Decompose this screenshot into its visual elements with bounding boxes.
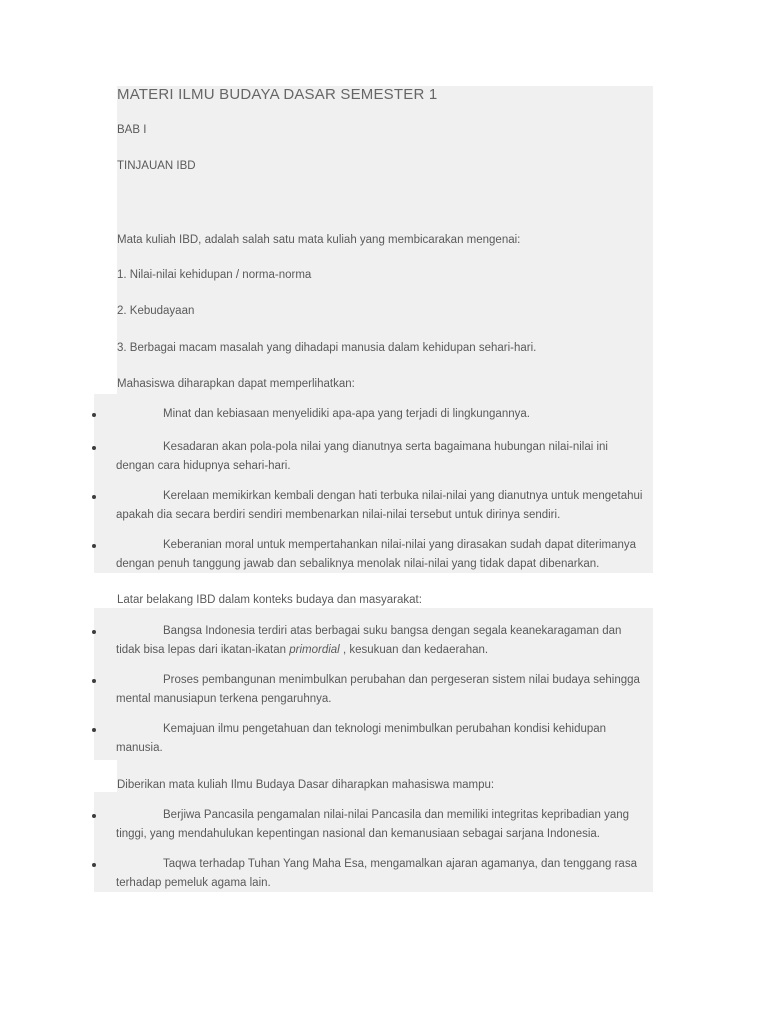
- list-item-text: [116, 641, 656, 660]
- list-item-text-part: , kesukuan dan kedaerahan.: [339, 644, 489, 656]
- bullet-icon: [92, 679, 96, 683]
- list-item-text: Keberanian moral untuk mempertahankan nilai-nilai yang dirasakan sudah dapat diterimanya: [163, 539, 637, 551]
- list-item-text: Kemajuan ilmu pengetahuan dan teknologi menimbulkan perubahan kondisi kehidupan: [163, 723, 607, 735]
- list-item-text: Kerelaan memikirkan kembali dengan hati terbuka nilai-nilai yang dianutnya untuk mengetahui: [163, 490, 643, 502]
- list-item: [116, 855, 656, 893]
- list-item-text: apakah dia secara berdiri sendiri membenarkan nilai-nilai tersebut untuk dirinya sendiri.: [116, 509, 561, 521]
- bullet-icon: [92, 495, 96, 499]
- list-item: [116, 720, 656, 758]
- section-heading-expectations: Mahasiswa diharapkan dapat memperlihatkan:: [117, 378, 355, 390]
- list-item: [116, 671, 656, 709]
- list-item-text: Kesadaran akan pola-pola nilai yang dianutnya serta bagaimana hubungan nilai-nilai ini: [163, 441, 608, 453]
- list-item: [116, 622, 656, 660]
- bullet-icon: [92, 413, 96, 417]
- bullet-icon: [92, 814, 96, 818]
- bullet-icon: [92, 446, 96, 450]
- list-item-text: Bangsa Indonesia terdiri atas berbagai suku bangsa dengan segala keanekaragaman dan: [163, 625, 622, 637]
- list-item-text: Taqwa terhadap Tuhan Yang Maha Esa, mengamalkan ajaran agamanya, dan tenggang rasa: [163, 858, 637, 870]
- list-item-text: mental manusiapun terkena pengaruhnya.: [116, 693, 332, 705]
- list-item: [116, 536, 656, 574]
- topic-item: 1. Nilai-nilai kehidupan / norma-norma: [117, 269, 312, 281]
- list-item-text: dengan cara hidupnya sehari-hari.: [116, 460, 291, 472]
- list-item-text: manusia.: [116, 742, 163, 754]
- list-item-text: dengan penuh tanggung jawab dan sebaliknya menolak nilai-nilai yang tidak dapat dibenarkan.: [116, 558, 600, 570]
- bullet-icon: [92, 544, 96, 548]
- chapter-title: TINJAUAN IBD: [117, 160, 196, 172]
- bullet-icon: [92, 630, 96, 634]
- list-item-text-part: tidak bisa lepas dari ikatan-ikatan: [116, 644, 290, 656]
- topic-item: 3. Berbagai macam masalah yang dihadapi manusia dalam kehidupan sehari-hari.: [117, 342, 537, 354]
- list-item-text: tinggi, yang mendahulukan kepentingan nasional dan kemanusiaan sebagai sarjana Indonesia.: [116, 828, 600, 840]
- list-item: [116, 438, 656, 476]
- bullet-icon: [92, 863, 96, 867]
- intro-paragraph: Mata kuliah IBD, adalah salah satu mata kuliah yang membicarakan mengenai:: [117, 234, 521, 246]
- emphasis-term: primordial: [289, 644, 340, 656]
- section-heading-background: Latar belakang IBD dalam konteks budaya dan masyarakat:: [117, 594, 422, 606]
- chapter-label: BAB I: [117, 124, 147, 136]
- list-item-text: Proses pembangunan menimbulkan perubahan dan pergeseran sistem nilai budaya sehingga: [163, 674, 640, 686]
- bullet-icon: [92, 728, 96, 732]
- list-item: [116, 487, 656, 525]
- page-title: MATERI ILMU BUDAYA DASAR SEMESTER 1: [117, 86, 438, 103]
- list-item: [116, 806, 656, 844]
- list-item-text: Berjiwa Pancasila pengamalan nilai-nilai Pancasila dan memiliki integritas kepribadian yang: [163, 809, 630, 821]
- section-heading-goals: Diberikan mata kuliah Ilmu Budaya Dasar diharapkan mahasiswa mampu:: [117, 779, 495, 791]
- list-item-text: terhadap pemeluk agama lain.: [116, 877, 271, 889]
- topic-item: 2. Kebudayaan: [117, 305, 195, 317]
- list-item: [116, 405, 656, 424]
- list-item-text: Minat dan kebiasaan menyelidiki apa-apa yang terjadi di lingkungannya.: [163, 408, 530, 420]
